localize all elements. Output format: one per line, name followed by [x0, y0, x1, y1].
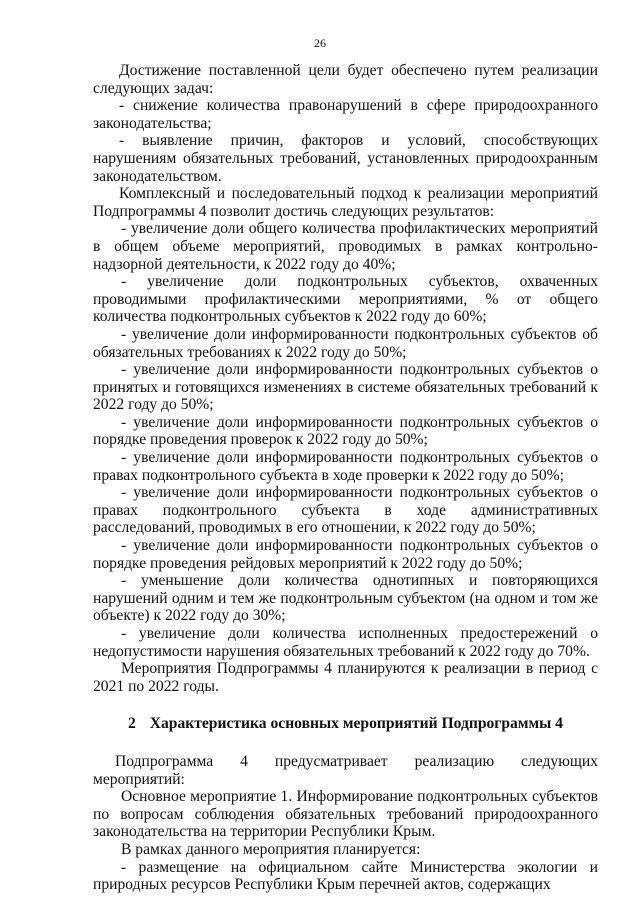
document-body — [93, 62, 598, 894]
list-item: - увеличение доли количества исполненных предостережений о недопустимости нарушения обязательных требований к 2022 году до 70%. — [93, 625, 598, 660]
page-number: 26 — [314, 36, 326, 50]
list-item: - выявление причин, факторов и условий, способствующих нарушениям обязательных требований, установленных природоохранным законодательством. — [93, 132, 598, 185]
list-item: - увеличение доли информированности подконтрольных субъектов о порядке проведения проверок к 2022 году до 50%; — [93, 413, 598, 449]
section-intro — [93, 62, 598, 695]
list-item: - увеличение доли информированности подконтрольных субъектов о принятых и готовящихся изменениях в системе обязательных требований к 2022 году до 50%; — [93, 361, 598, 414]
list-item: - увеличение доли подконтрольных субъектов, охваченных проводимыми профилактическими мероприятиями, % от общего количества подконтрольных субъектов к 2022 году до 60%; — [93, 273, 598, 326]
list-item: - уменьшение доли количества однотипных и повторяющихся нарушений одним и тем же подконтрольным субъектом (на одном и том же объекте) к 2022 году до 30%; — [93, 572, 598, 625]
list-item: - размещение на официальном сайте Министерства экологии и природных ресурсов Республики Крым перечней актов, содержащих — [93, 858, 598, 894]
paragraph: Достижение поставленной цели будет обеспечено путем реализации следующих задач: — [93, 62, 598, 97]
paragraph: Основное мероприятие 1. Информирование подконтрольных субъектов по вопросам соблюдения обязательных требований природоохранного законодательства на территории Республики Крым. — [93, 788, 598, 841]
section-number: 2 — [128, 715, 136, 733]
section-2-body — [93, 753, 598, 894]
paragraph: Подпрограмма 4 предусматривает реализацию следующих мероприятий: — [93, 752, 598, 788]
list-item: - снижение количества правонарушений в сфере природоохранного законодательства; — [93, 97, 598, 132]
section-heading — [93, 715, 598, 733]
list-item: - увеличение доли общего количества профилактических мероприятий в общем объеме мероприятий, проводимых в рамках контрольно-надзорной деятельности, к 2022 году до 40%; — [93, 220, 598, 273]
paragraph: В рамках данного мероприятия планируется: — [121, 840, 421, 858]
paragraph: Комплексный и последовательный подход к реализации мероприятий Подпрограммы 4 позволит достичь следующих результатов: — [93, 185, 598, 220]
paragraph: Мероприятия Подпрограммы 4 планируются к реализации в период с 2021 по 2022 годы. — [93, 660, 598, 695]
list-item: - увеличение доли информированности подконтрольных субъектов о порядке проведения рейдовых мероприятий к 2022 году до 50%; — [93, 537, 598, 572]
list-item: - увеличение доли информированности подконтрольных субъектов об обязательных требованиях к 2022 году до 50%; — [93, 325, 598, 361]
list-item: - увеличение доли информированности подконтрольных субъектов о правах подконтрольного субъекта в ходе проверки к 2022 году до 50%; — [93, 449, 598, 484]
section-title: Характеристика основных мероприятий Подпрограммы 4 — [149, 715, 563, 733]
list-item: - увеличение доли информированности подконтрольных субъектов о правах подконтрольного субъекта в ходе административных расследований, проводимых в его отношении, к 2022 году до 50%; — [93, 484, 598, 537]
